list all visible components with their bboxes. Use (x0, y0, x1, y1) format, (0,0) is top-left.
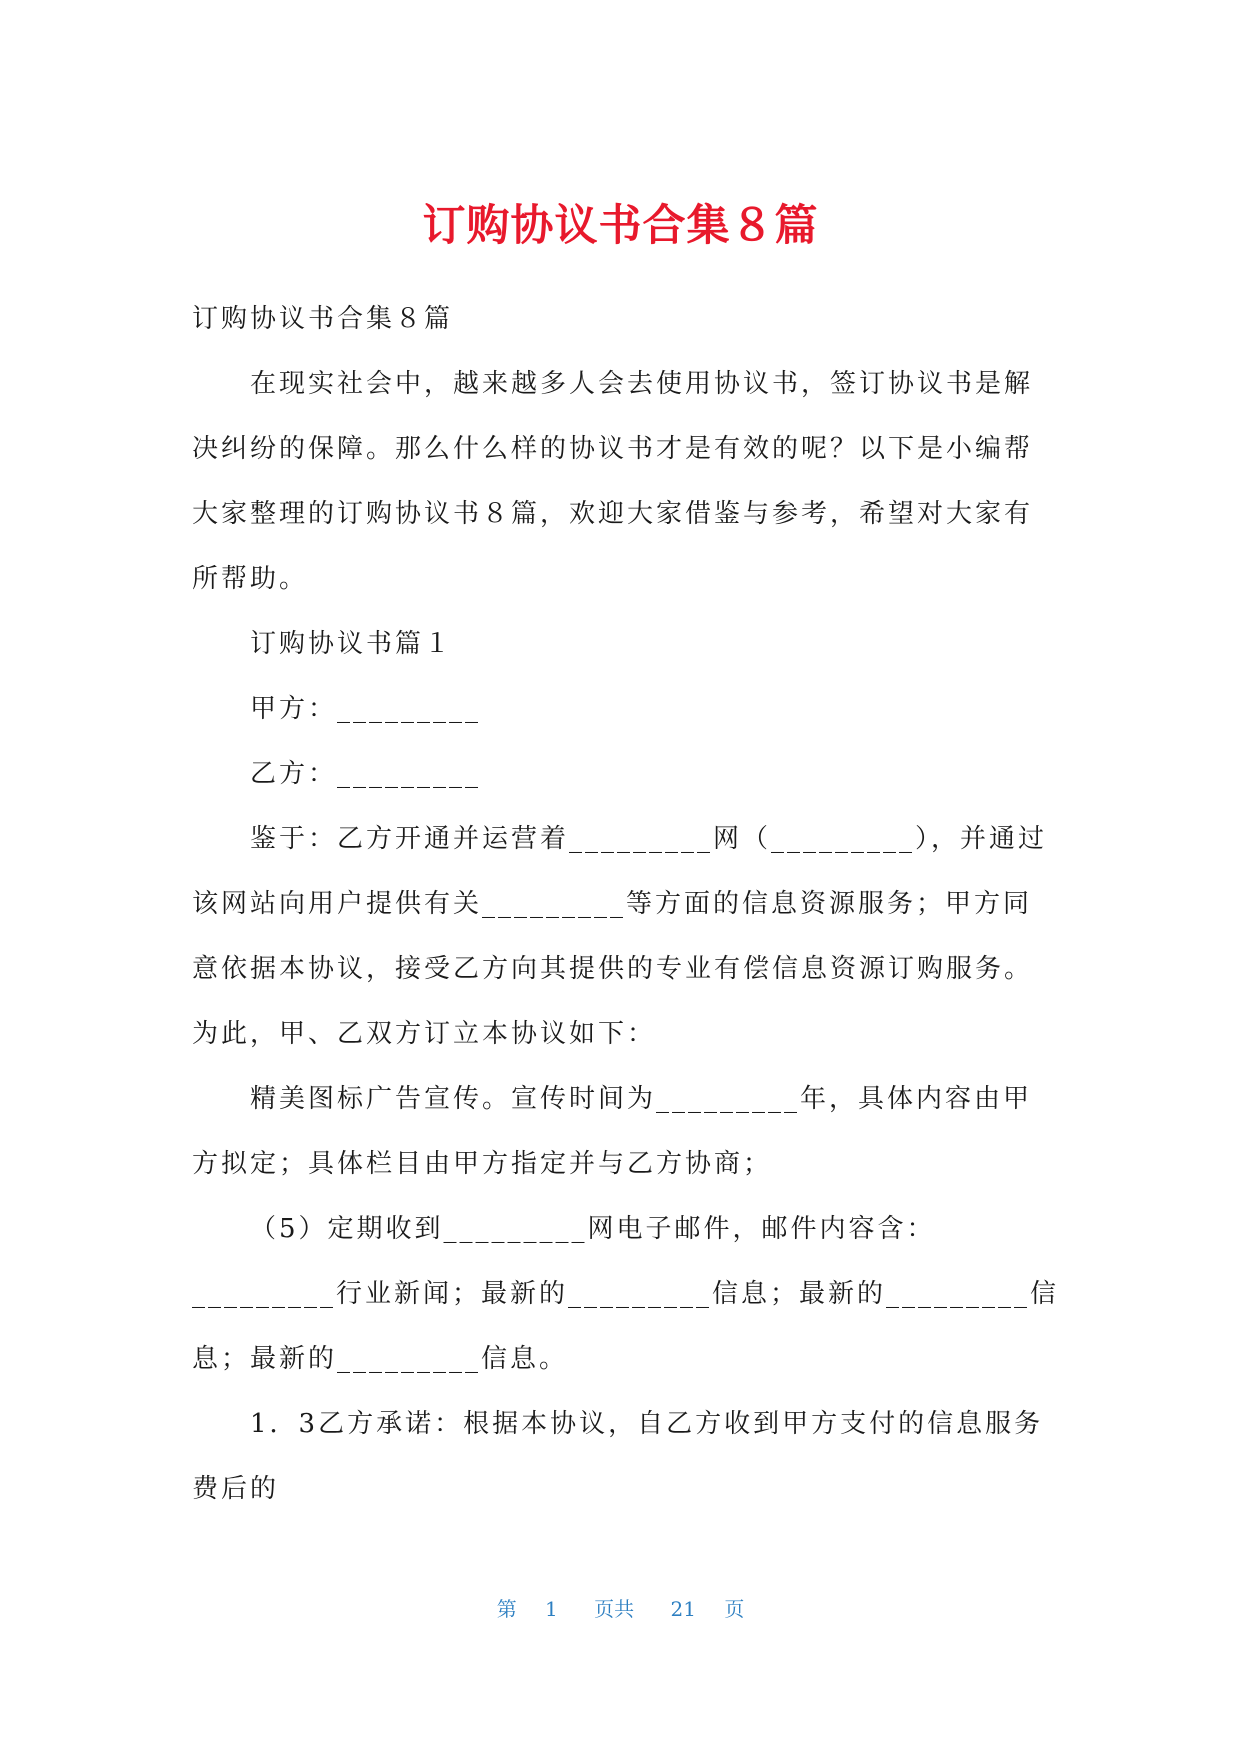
paragraph-subtitle: 订购协议书合集８篇 (192, 304, 454, 334)
paragraph-party-b: 乙方：_________ (250, 759, 482, 789)
footer-total-pages: 21 (670, 1597, 696, 1621)
footer-prefix: 第 (496, 1597, 517, 1621)
page-footer (0, 1594, 1241, 1624)
paragraph-section-heading: 订购协议书篇１ (250, 629, 454, 659)
document-title: 订购协议书合集８篇 (422, 201, 819, 251)
paragraph-email: （5）定期收到_________网电子邮件，邮件内容含：_________行业新闻；最新的_________信息；最新的_________信息；最新的_________信息。 (192, 1214, 1060, 1374)
footer-suffix: 页 (724, 1597, 745, 1621)
document-body (192, 287, 1060, 1522)
paragraph-intro: 在现实社会中，越来越多人会去使用协议书，签订协议书是解决纠纷的保障。那么什么样的协议书才是有效的呢？以下是小编帮大家整理的订购协议书８篇，欢迎大家借鉴与参考，希望对大家有所帮助。 (192, 369, 1034, 594)
footer-middle: 页共 (594, 1597, 635, 1621)
paragraph-party-a: 甲方：_________ (250, 694, 482, 724)
footer-page-number: 1 (545, 1597, 558, 1621)
paragraph-commitment: 1．3乙方承诺：根据本协议，自乙方收到甲方支付的信息服务费后的 (192, 1409, 1044, 1504)
paragraph-advertising: 精美图标广告宣传。宣传时间为_________年，具体内容由甲方拟定；具体栏目由甲方指定并与乙方协商； (192, 1084, 1033, 1179)
paragraph-whereas: 鉴于：乙方开通并运营着_________网（_________），并通过该网站向用户提供有关_________等方面的信息资源服务；甲方同意依据本协议，接受乙方向其提供的专业有偿信息资源订购服务。为此，甲、乙双方订立本协议如下： (192, 824, 1048, 1049)
